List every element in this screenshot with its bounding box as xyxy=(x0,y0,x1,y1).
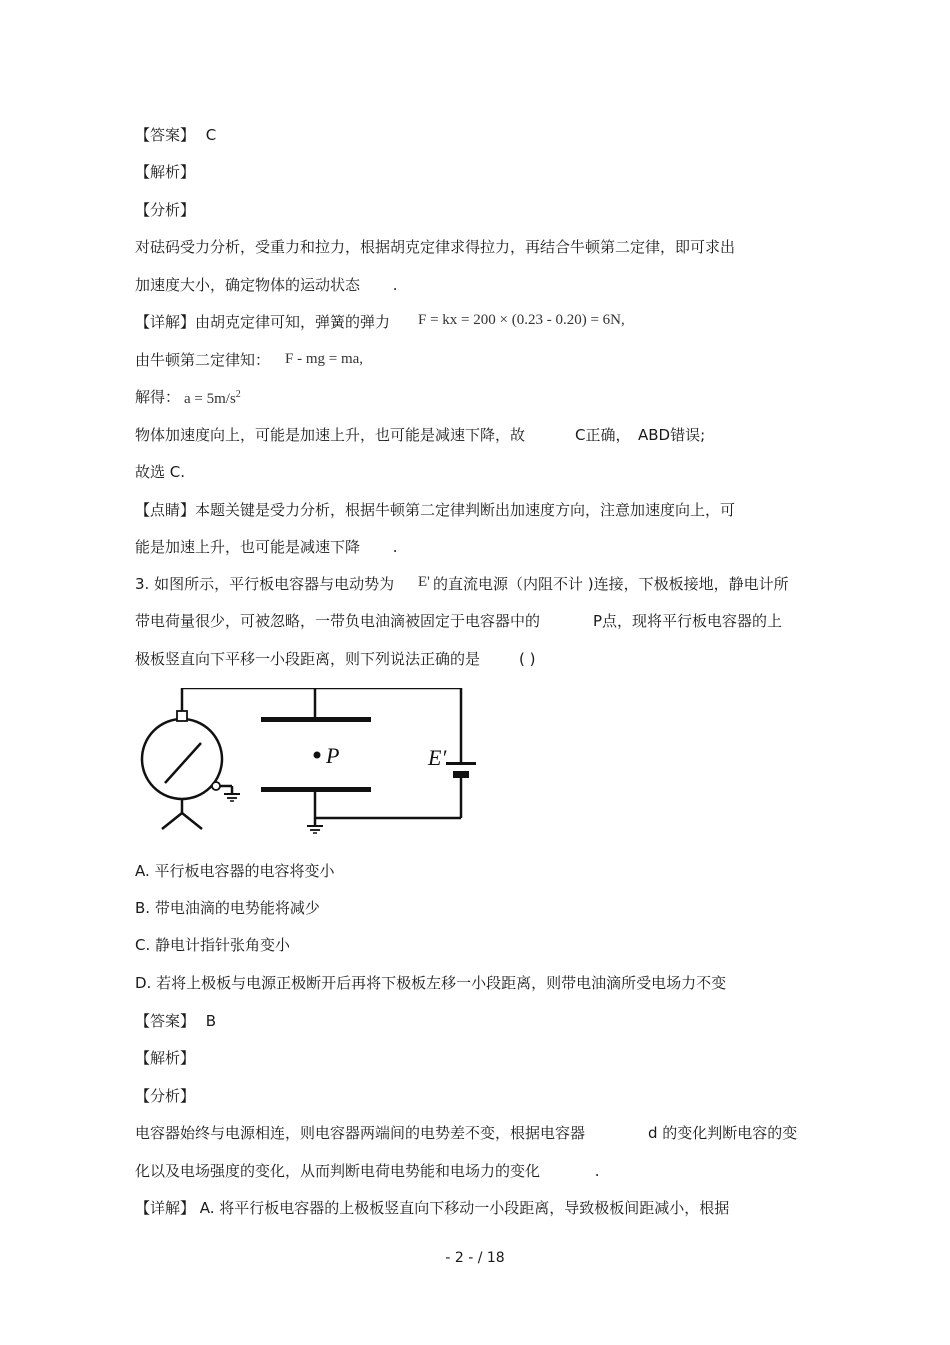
q3-stem-line1-a: 3. 如图所示，平行板电容器与电动势为 xyxy=(135,575,395,593)
detail-line xyxy=(135,312,390,332)
option-d: D. 若将上极板与电源正极断开后再将下极板左移一小段距离，则带电油滴所受电场力不变 xyxy=(135,974,727,992)
period: . xyxy=(392,276,398,294)
choose-line: 故选 C. xyxy=(135,463,186,481)
electrometer-icon xyxy=(142,719,222,799)
upper-plate xyxy=(261,717,371,722)
period: . xyxy=(594,1162,600,1180)
fenxi-text: 加速度大小，确定物体的运动状态 xyxy=(135,276,361,294)
q3-emf-symbol: E' xyxy=(418,574,430,590)
detail-label: 【详解】由胡克定律可知，弹簧的弹力 xyxy=(135,313,391,331)
fenxi-text-line1: 对砝码受力分析，受重力和拉力，根据胡克定律求得拉力，再结合牛顿第二定律，即可求出 xyxy=(135,238,736,256)
option-c: C. 静电计指针张角变小 xyxy=(135,936,291,954)
conclusion-b: C正确， xyxy=(575,426,631,444)
electrometer-needle xyxy=(165,743,201,783)
q3-stem-line3-a: 极板竖直向下平移一小段距离，则下列说法正确的是 xyxy=(135,650,481,668)
q3-stem-line2-b: P点，现将平行板电容器的上 xyxy=(593,612,783,630)
dianjing-line2 xyxy=(135,537,398,557)
q3-fenxi-line1-a: 电容器始终与电源相连，则电容器两端间的电势差不变，根据电容器 xyxy=(135,1124,586,1142)
dianjing-text: 能是加速上升，也可能是减速下降 xyxy=(135,538,361,556)
circuit-diagram xyxy=(135,688,480,838)
q3-stem-line1-b: 的直流电源（内阻不计 )连接，下极板接地，静电计所 xyxy=(433,575,789,593)
oil-drop-point xyxy=(314,752,321,759)
answer-value: C xyxy=(205,126,217,144)
battery-short-plate xyxy=(453,771,469,778)
solve-formula xyxy=(184,389,241,408)
option-b: B. 带电油滴的电势能将减少 xyxy=(135,899,320,917)
option-a: A. 平行板电容器的电容将变小 xyxy=(135,862,335,880)
q3-answer-line xyxy=(135,1011,216,1031)
q3-fenxi-line1-b: d 的变化判断电容的变 xyxy=(648,1124,798,1142)
solve-formula-text: a = 5m/s xyxy=(184,391,236,407)
q3-bracket: ( ) xyxy=(519,650,536,668)
fenxi-text-line2 xyxy=(135,275,398,295)
q3-detail-line: 【详解】 A. 将平行板电容器的上极板竖直向下移动一小段距离，导致极板间距减小，根据 xyxy=(135,1199,730,1217)
q3-fenxi-line2 xyxy=(135,1161,600,1181)
conclusion-a: 物体加速度向上，可能是加速上升，也可能是减速下降，故 xyxy=(135,426,526,444)
dianjing-line1: 【点睛】本题关键是受力分析，根据牛顿第二定律判断出加速度方向，注意加速度向上，可 xyxy=(135,501,736,519)
q3-fenxi-heading: 【分析】 xyxy=(135,1087,196,1105)
answer-line xyxy=(135,125,216,145)
answer-label: 【答案】 xyxy=(135,1012,196,1030)
answer-label: 【答案】 xyxy=(135,126,196,144)
newton-formula: F - mg = ma, xyxy=(285,351,364,367)
newton-label: 由牛顿第二定律知： xyxy=(135,351,271,369)
fenxi-heading: 【分析】 xyxy=(135,201,196,219)
page-number: - 2 - / 18 xyxy=(445,1250,505,1266)
battery-long-plate xyxy=(446,762,476,765)
conclusion-c: ABD错误; xyxy=(638,426,706,444)
q3-analysis-heading: 【解析】 xyxy=(135,1049,196,1067)
solve-exponent: 2 xyxy=(235,389,241,400)
period: . xyxy=(392,538,398,556)
point-p-label: P xyxy=(326,743,340,768)
solve-label: 解得： xyxy=(135,388,181,406)
lower-plate xyxy=(261,787,371,792)
emf-label: E′ xyxy=(428,745,447,770)
q3-stem-line2-a: 带电荷量很少，可被忽略，一带负电油滴被固定于电容器中的 xyxy=(135,612,541,630)
hooke-formula: F = kx = 200 × (0.23 - 0.20) = 6N, xyxy=(418,312,625,328)
analysis-heading: 【解析】 xyxy=(135,163,196,181)
q3-fenxi-text: 化以及电场强度的变化，从而判断电荷电势能和电场力的变化 xyxy=(135,1162,541,1180)
answer-value: B xyxy=(205,1012,217,1030)
